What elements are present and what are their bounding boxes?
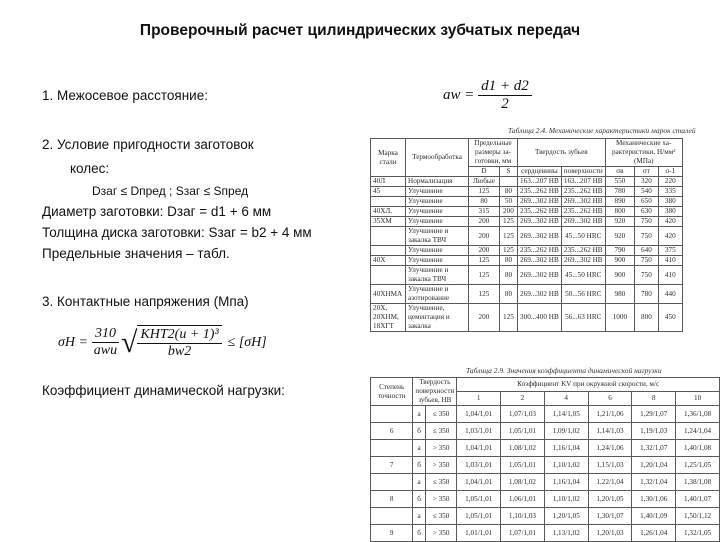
table-cell: 8: [371, 491, 413, 508]
table-cell: 1,01/1,01: [457, 525, 501, 542]
table-cell: б: [413, 423, 426, 440]
item-blank-condition: 2. Условие пригодности заготовок: [42, 137, 254, 152]
table-cell: 200: [499, 207, 517, 217]
table-cell: ≤ 350: [425, 508, 456, 525]
table-cell: 45: [371, 187, 406, 197]
table-cell: 269...302 НВ: [561, 217, 605, 227]
t2-header-coefficient: Коэффициент KV при окружной скорости, м/с: [457, 378, 720, 392]
table-row: [371, 491, 720, 508]
table-row: [371, 525, 720, 542]
stress-root-den: bw2: [167, 344, 192, 359]
table-cell: 335: [658, 187, 682, 197]
table-cell: 9: [371, 525, 413, 542]
table-cell: 45...50 HRC: [561, 227, 605, 246]
table-row: [371, 197, 683, 207]
table-cell: 1,25/1,05: [676, 457, 720, 474]
table-cell: 269...302 НВ: [518, 266, 562, 285]
table-row: [371, 177, 683, 187]
table-cell: 1,16/1,04: [544, 474, 588, 491]
table-cell: 235...262 НВ: [561, 246, 605, 256]
table-cell: 1,08/1,02: [501, 474, 545, 491]
table-cell: 40ХЛ,: [371, 207, 406, 217]
table-cell: 420: [658, 217, 682, 227]
t2-speed-8: 8: [632, 392, 676, 406]
t1-header-hardness: Твердость зубьев: [518, 139, 606, 167]
table-cell: 920: [605, 217, 634, 227]
table-cell: 380: [658, 207, 682, 217]
table-cell: 800: [635, 304, 659, 332]
table-cell: 1,05/1,01: [457, 508, 501, 525]
table-cell: 1,20/1,03: [588, 525, 632, 542]
table2-caption: Таблица 2.9. Значения коэффициента динамической нагрузки: [466, 366, 662, 375]
table-row: [371, 440, 720, 457]
table-cell: > 350: [425, 525, 456, 542]
table-cell: 125: [469, 266, 500, 285]
table-cell: 35ХМ: [371, 217, 406, 227]
table-cell: 7: [371, 457, 413, 474]
table-cell: 40Х: [371, 256, 406, 266]
table-row: [371, 474, 720, 491]
table-cell: 800: [605, 207, 634, 217]
table1-caption: Таблица 2.4. Механические характеристики марок сталей: [508, 126, 696, 135]
table-cell: Улучшение, цементация и закалка: [406, 304, 469, 332]
table-cell: 1,16/1,04: [544, 440, 588, 457]
table-cell: 40Л: [371, 177, 406, 187]
table-cell: 1,19/1,03: [632, 423, 676, 440]
table-cell: 750: [635, 256, 659, 266]
table-cell: Улучшение: [406, 246, 469, 256]
table-cell: 1,03/1,01: [457, 457, 501, 474]
formula-numerator: d1 + d2: [478, 78, 532, 96]
table-cell: 125: [499, 246, 517, 256]
table-cell: 650: [635, 197, 659, 207]
blank-thickness: Толщина диска заготовки: Sзаг = b2 + 4 мм: [42, 225, 312, 240]
table-cell: [371, 266, 406, 285]
table-cell: 1,04/1,01: [457, 440, 501, 457]
table-cell: 1,30/1,06: [632, 491, 676, 508]
table-cell: > 350: [425, 440, 456, 457]
table-row: [371, 304, 683, 332]
table-row: [371, 246, 683, 256]
t1-header-sizes: Предельные размеры за-готовки, мм: [469, 139, 518, 167]
table-cell: Улучшение: [406, 256, 469, 266]
table-cell: [371, 197, 406, 207]
table-cell: 80: [499, 285, 517, 304]
table-row: [371, 508, 720, 525]
table-cell: 125: [469, 285, 500, 304]
table-cell: 1,13/1,02: [544, 525, 588, 542]
t1-sub-core: сердцевины: [518, 167, 562, 177]
table-cell: 1,20/1,05: [544, 508, 588, 525]
table-cell: 1,05/1,01: [457, 491, 501, 508]
center-distance-formula: [443, 78, 532, 113]
table-cell: 1,10/1,02: [544, 457, 588, 474]
table-cell: 750: [635, 227, 659, 246]
table-cell: 1,24/1,04: [676, 423, 720, 440]
table-cell: [371, 246, 406, 256]
table-cell: Улучшение: [406, 217, 469, 227]
table-cell: 125: [469, 256, 500, 266]
table-cell: 315: [469, 207, 500, 217]
table-cell: 1,21/1,06: [588, 406, 632, 423]
table-cell: 1,40/1,08: [676, 440, 720, 457]
table-row: [371, 217, 683, 227]
table-cell: 900: [605, 256, 634, 266]
table-cell: 550: [605, 177, 634, 187]
table-cell: б: [413, 457, 426, 474]
table-cell: 269...302 НВ: [518, 256, 562, 266]
table-cell: 200: [469, 246, 500, 256]
table-cell: [371, 227, 406, 246]
table-cell: 56...63 HRC: [561, 304, 605, 332]
sqrt-sign: √: [120, 325, 138, 359]
table-cell: Улучшение: [406, 187, 469, 197]
table-cell: 630: [635, 207, 659, 217]
table-cell: 410: [658, 256, 682, 266]
table-cell: 235...262 НВ: [518, 246, 562, 256]
table-cell: 790: [605, 246, 634, 256]
t2-header-hardness: Твердость поверхности зубьев, НВ: [413, 378, 457, 406]
table-cell: 80: [499, 266, 517, 285]
table-cell: [499, 177, 517, 187]
table-cell: 269...302 НВ: [518, 197, 562, 207]
table-cell: Улучшение: [406, 207, 469, 217]
table-cell: Любые: [469, 177, 500, 187]
t2-speed-2: 2: [501, 392, 545, 406]
table-cell: 235...262 НВ: [561, 207, 605, 217]
item-center-distance: 1. Межосевое расстояние:: [42, 88, 208, 103]
table-cell: 1,32/1,04: [632, 474, 676, 491]
table-cell: 1,15/1,03: [588, 457, 632, 474]
table-cell: > 350: [425, 457, 456, 474]
table-cell: 235...262 НВ: [518, 187, 562, 197]
item-contact-stress: 3. Контактные напряжения (Мпа): [42, 294, 249, 309]
table-cell: 235...262 НВ: [518, 207, 562, 217]
table-cell: Улучшение и азотирование: [406, 285, 469, 304]
table-row: [371, 285, 683, 304]
table-row: [371, 187, 683, 197]
table-cell: 440: [658, 285, 682, 304]
table-cell: 900: [605, 266, 634, 285]
stress-coef-num: 310: [92, 326, 119, 343]
table-cell: 269...302 НВ: [518, 217, 562, 227]
table-cell: 375: [658, 246, 682, 256]
table-cell: 6: [371, 423, 413, 440]
table-cell: 269...302 НВ: [518, 285, 562, 304]
table-cell: 1,22/1,04: [588, 474, 632, 491]
table-cell: 450: [658, 304, 682, 332]
t1-sub-sb: σв: [605, 167, 634, 177]
t1-header-treatment: Термообработка: [406, 139, 469, 177]
table-cell: 20Х, 20ХНМ, 18ХГТ: [371, 304, 406, 332]
table-cell: 269...302 НВ: [561, 197, 605, 207]
table-cell: 1,05/1,01: [501, 423, 545, 440]
table-cell: а: [413, 440, 426, 457]
t1-sub-s: S: [499, 167, 517, 177]
table-cell: 1000: [605, 304, 634, 332]
table-cell: 410: [658, 266, 682, 285]
table-cell: б: [413, 491, 426, 508]
table-cell: ≤ 350: [425, 406, 456, 423]
t1-sub-d: D: [469, 167, 500, 177]
table-cell: 1,07/1,03: [501, 406, 545, 423]
table-cell: 420: [658, 227, 682, 246]
table-cell: 235...262 НВ: [561, 187, 605, 197]
table-cell: [371, 406, 413, 423]
stress-root-num: KHT2(u + 1)³: [137, 327, 221, 344]
table-cell: а: [413, 508, 426, 525]
formula-lhs: aw =: [443, 86, 475, 103]
table-cell: 80: [469, 197, 500, 207]
table-cell: 1,05/1,01: [501, 457, 545, 474]
table-cell: 125: [469, 187, 500, 197]
table-cell: 80: [499, 187, 517, 197]
table-cell: 1,38/1,08: [676, 474, 720, 491]
table-cell: 163...207 НВ: [561, 177, 605, 187]
table-cell: 890: [605, 197, 634, 207]
table-cell: 1,20/1,04: [632, 457, 676, 474]
table-cell: > 350: [425, 491, 456, 508]
table-cell: Улучшение и закалка ТВЧ: [406, 266, 469, 285]
steel-properties-table: [370, 138, 683, 332]
t1-sub-s1: σ-1: [658, 167, 682, 177]
table-cell: 50...56 HRC: [561, 285, 605, 304]
table-row: [371, 207, 683, 217]
table-cell: 200: [469, 227, 500, 246]
table-cell: 1,36/1,08: [676, 406, 720, 423]
table-cell: 1,14/1,03: [588, 423, 632, 440]
table-cell: 269...302 НВ: [561, 256, 605, 266]
table-cell: 750: [635, 266, 659, 285]
table-cell: 1,24/1,06: [588, 440, 632, 457]
table-row: [371, 406, 720, 423]
table-cell: а: [413, 406, 426, 423]
table-cell: [371, 474, 413, 491]
table-cell: 269...302 НВ: [518, 227, 562, 246]
table-cell: 1,07/1,01: [501, 525, 545, 542]
table-cell: 220: [658, 177, 682, 187]
table-cell: 80: [499, 256, 517, 266]
limit-values-note: Предельные значения – табл.: [42, 246, 230, 261]
table-cell: 1,09/1,02: [544, 423, 588, 440]
table-cell: 125: [499, 304, 517, 332]
table-cell: 1,14/1,05: [544, 406, 588, 423]
stress-lhs: σH =: [58, 334, 88, 350]
table-cell: 980: [605, 285, 634, 304]
t1-header-mech: Механические ха-рактеристики, Н/мм² (МПа): [605, 139, 682, 167]
table-cell: 1,40/1,09: [632, 508, 676, 525]
stress-rhs: ≤ [σH]: [227, 334, 267, 350]
table-cell: 1,26/1,04: [632, 525, 676, 542]
item-blank-condition-cont: колес:: [70, 161, 110, 176]
blank-condition-formula: Dзаг ≤ Dпред ; Sзаг ≤ Sпред: [92, 184, 249, 198]
t1-header-grade: Марка стали: [371, 139, 406, 177]
table-cell: 1,06/1,01: [501, 491, 545, 508]
table-cell: 780: [635, 285, 659, 304]
table-cell: 920: [605, 227, 634, 246]
table-cell: 750: [635, 217, 659, 227]
table-cell: [371, 508, 413, 525]
table-cell: ≤ 350: [425, 423, 456, 440]
table-cell: 1,40/1,07: [676, 491, 720, 508]
table-cell: б: [413, 525, 426, 542]
table-cell: 1,04/1,01: [457, 406, 501, 423]
page-title: Проверочный расчет цилиндрических зубчатых передач: [139, 22, 581, 39]
table-cell: 380: [658, 197, 682, 207]
table-cell: 200: [469, 304, 500, 332]
t2-speed-6: 6: [588, 392, 632, 406]
t1-sub-st: σт: [635, 167, 659, 177]
item-dynamic-load: Коэффициент динамической нагрузки:: [42, 383, 285, 398]
t2-header-accuracy: Степень точности: [371, 378, 413, 406]
table-cell: 163...207 НВ: [518, 177, 562, 187]
blank-diameter: Диаметр заготовки: Dзаг = d1 + 6 мм: [42, 204, 272, 219]
t2-speed-1: 1: [457, 392, 501, 406]
table-cell: ≤ 350: [425, 474, 456, 491]
table-row: [371, 256, 683, 266]
table-cell: 1,32/1,07: [632, 440, 676, 457]
table-cell: 125: [499, 227, 517, 246]
table-cell: 1,32/1,05: [676, 525, 720, 542]
table-cell: 1,30/1,07: [588, 508, 632, 525]
table-cell: 1,20/1,05: [588, 491, 632, 508]
table-row: [371, 457, 720, 474]
table-cell: [371, 440, 413, 457]
t2-speed-4: 4: [544, 392, 588, 406]
dynamic-coefficient-table: [370, 377, 720, 542]
t1-sub-surface: поверхности: [561, 167, 605, 177]
table-row: [371, 266, 683, 285]
table-cell: 1,10/1,02: [544, 491, 588, 508]
table-cell: 300...400 НВ: [518, 304, 562, 332]
table-cell: 780: [605, 187, 634, 197]
table-cell: 320: [635, 177, 659, 187]
table-cell: 1,29/1,07: [632, 406, 676, 423]
formula-denominator: 2: [501, 96, 509, 112]
table-row: [371, 227, 683, 246]
table-cell: 40ХНМА: [371, 285, 406, 304]
table-cell: 640: [635, 246, 659, 256]
table-cell: 1,04/1,01: [457, 474, 501, 491]
table-cell: Улучшение: [406, 197, 469, 207]
table-cell: 1,10/1,03: [501, 508, 545, 525]
table-cell: 1,08/1,02: [501, 440, 545, 457]
table-cell: 1,03/1,01: [457, 423, 501, 440]
table-cell: 1,50/1,12: [676, 508, 720, 525]
table-cell: а: [413, 474, 426, 491]
t2-speed-10: 10: [676, 392, 720, 406]
table-cell: Нормализация: [406, 177, 469, 187]
table-cell: Улучшение и закалка ТВЧ: [406, 227, 469, 246]
table-cell: 45...50 HRC: [561, 266, 605, 285]
contact-stress-formula: [58, 325, 267, 360]
table-row: [371, 423, 720, 440]
table-cell: 125: [499, 217, 517, 227]
table-cell: 200: [469, 217, 500, 227]
table-cell: 540: [635, 187, 659, 197]
stress-coef-den: awu: [93, 343, 118, 358]
table-cell: 50: [499, 197, 517, 207]
